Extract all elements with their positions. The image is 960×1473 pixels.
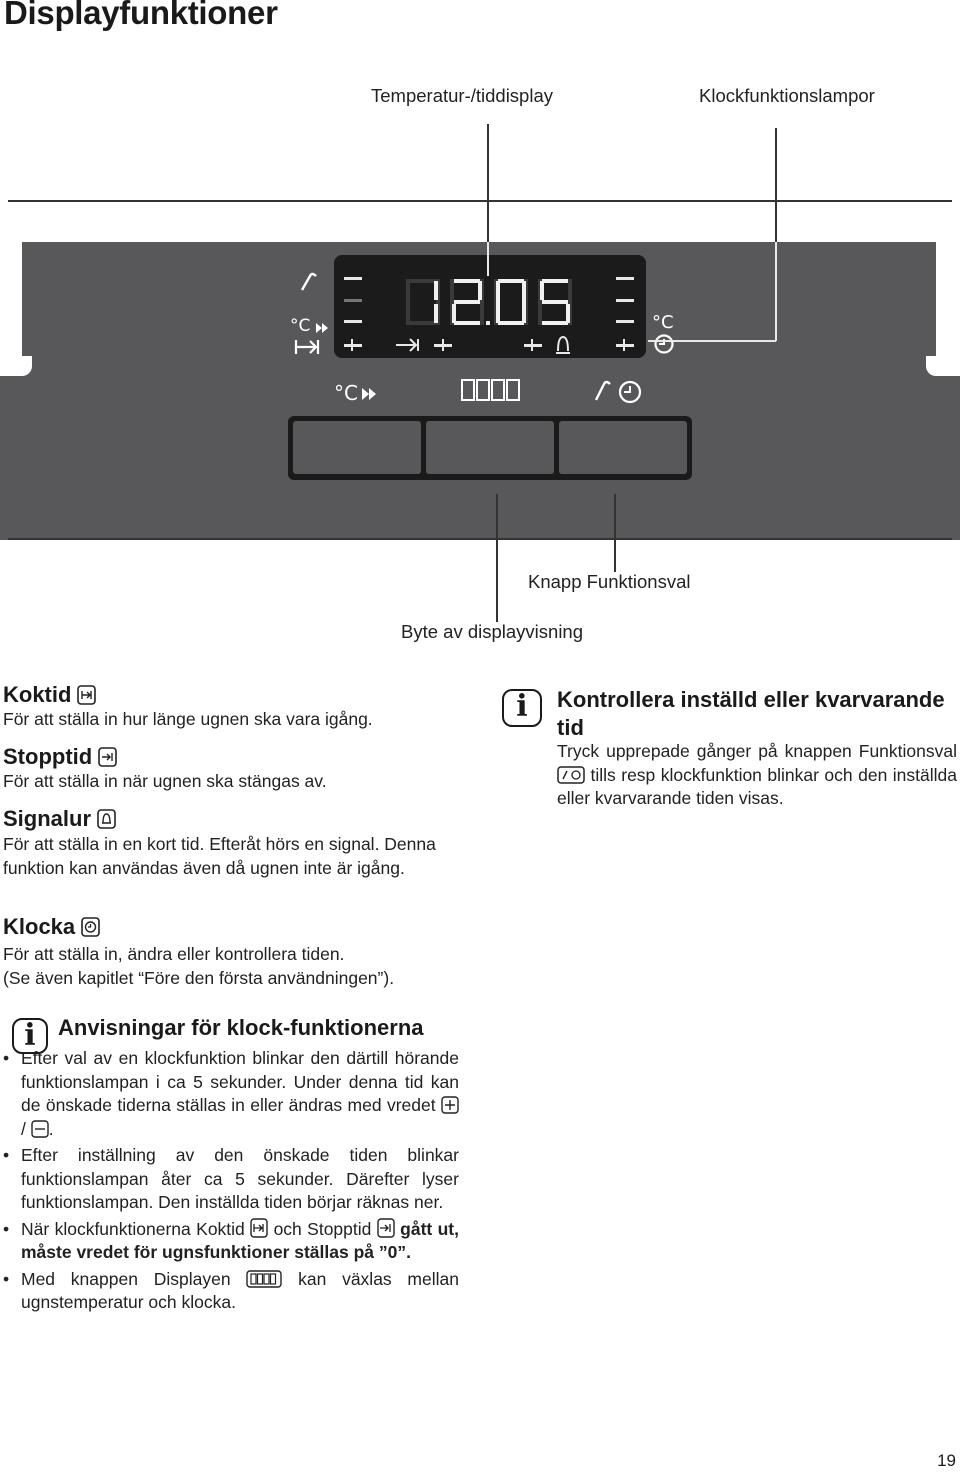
display-graphics [334, 255, 646, 358]
heading-stopptid-text: Stopptid [3, 744, 93, 769]
end-time-icon [377, 1218, 395, 1238]
function-select-label-icon [596, 382, 610, 400]
bullet-3-text-a: När klockfunktionerna Koktid [21, 1218, 245, 1239]
callout-display-switch: Byte av displayvisning [401, 621, 584, 642]
temperature-icon: °C [652, 312, 674, 333]
function-select-button[interactable] [559, 421, 687, 474]
callout-temp-time-display: Temperatur-/tiddisplay [371, 85, 553, 106]
heading-klocka-text: Klocka [3, 914, 76, 939]
bullet-1-text: Efter val av en klockfunktion blinkar den därtill hörande funktionslampan i ca 5 sekunder. Under denna tid kan de önskade tiderna ställas in eller ändras med vredet [21, 1048, 459, 1115]
plus-icon [441, 1096, 459, 1114]
leader-line-lamps-horizontal [648, 340, 776, 342]
klocka-text-line-1: För att ställa in, ändra eller kontrollera tiden. [3, 944, 345, 964]
leader-line-lamps-inner [775, 242, 777, 341]
klocka-text [3, 943, 473, 990]
button-label-icons [330, 372, 660, 408]
signalur-text: För att ställa in en kort tid. Efteråt hörs en signal. Denna funktion kan användas även då ugnen inte är igång. [3, 834, 436, 878]
leader-line-display-switch [496, 494, 498, 622]
bell-icon [97, 808, 117, 830]
koktid-text: För att ställa in hur länge ugnen ska vara igång. [3, 709, 373, 729]
info-check-text [557, 740, 957, 811]
meat-probe-icon [302, 274, 316, 290]
bullet-4-text-a: Med knappen Displayen [21, 1268, 231, 1289]
heading-klocka [3, 914, 101, 940]
function-select-icon [557, 766, 585, 784]
klocka-text-line-2: (Se även kapitlet “Före den första användningen”). [3, 967, 395, 988]
cooking-time-icon [250, 1218, 268, 1238]
cooking-time-icon [296, 340, 318, 354]
left-function-icons [286, 268, 334, 358]
info-notes-title: Anvisningar för klock-funktionerna [58, 1015, 424, 1040]
cooking-time-icon [77, 684, 97, 706]
divider-top [8, 200, 952, 202]
temp-time-display [334, 255, 646, 358]
heading-signalur [3, 806, 117, 832]
bullet-1-separator: / [21, 1118, 26, 1139]
minus-icon [31, 1120, 49, 1138]
info-check-text-a: Tryck upprepade gånger på knappen Funktionsval [557, 741, 957, 761]
right-function-icons [648, 306, 684, 358]
panel-corner-right [926, 356, 960, 376]
callout-clock-lamps: Klockfunktionslampor [699, 85, 875, 106]
info-icon: i [12, 1018, 48, 1054]
heading-stopptid [3, 744, 118, 770]
list-item [3, 1268, 459, 1315]
callout-function-button: Knapp Funktionsval [528, 571, 691, 592]
clock-icon [81, 916, 101, 938]
page-number: 19 [937, 1451, 956, 1470]
display-switch-button[interactable] [426, 421, 554, 474]
bullet-3-bold-text: gått ut, måste vredet för ugnsfunktioner ställas på ”0”. [21, 1218, 459, 1262]
bullet-4-text-b: kan växlas mellan ugnstemperatur och klocka. [21, 1268, 459, 1312]
bullet-3-text-b: och Stopptid [273, 1218, 372, 1239]
display-switch-icon [246, 1270, 282, 1288]
stopptid-text: För att ställa in när ugnen ska stängas av. [3, 771, 327, 791]
rapid-heat-icon: °C [290, 316, 311, 336]
button-row [288, 416, 692, 480]
leader-line-function-button [614, 494, 616, 572]
panel-corner-left [0, 356, 32, 376]
rapid-heat-button[interactable] [293, 421, 421, 474]
rapid-heat-label-icon: °C [334, 381, 358, 405]
info-check-title: Kontrollera inställd eller kvarvarande tid [557, 687, 945, 740]
divider-bottom [8, 538, 952, 540]
page-title: Displayfunktioner [4, 0, 278, 31]
list-item [3, 1047, 459, 1141]
heading-koktid [3, 682, 97, 708]
end-time-icon [98, 746, 118, 768]
list-item [3, 1144, 459, 1215]
heading-koktid-text: Koktid [3, 682, 72, 707]
info-icon: i [502, 689, 542, 727]
bullet-2-text: Efter inställning av den önskade tiden blinkar funktionslampan åter ca 5 sekunder. Därefter lyser funktionslampan. Den inställda tiden börjar räknas ner. [21, 1145, 459, 1212]
heading-signalur-text: Signalur [3, 806, 92, 831]
bullet-1-end: . [48, 1118, 54, 1139]
info-check-text-b: tills resp klockfunktion blinkar och den inställda eller kvarvarande tiden visas. [557, 764, 957, 808]
list-item [3, 1218, 459, 1265]
display-switch-label-icon [462, 380, 519, 400]
info-notes-list [3, 1047, 459, 1318]
leader-line-display-inner [487, 242, 489, 276]
